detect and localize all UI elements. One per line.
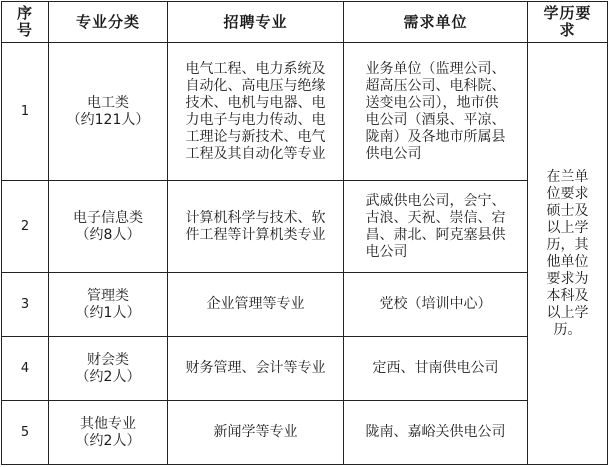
header-major: 招聘专业 bbox=[168, 2, 344, 43]
cell-major: 计算机科学与技术、软 件工程等计算机类专业 bbox=[168, 181, 344, 273]
cell-unit: 党校（培训中心） bbox=[344, 273, 528, 337]
cell-category: 电工类 （约121人） bbox=[49, 43, 168, 181]
cell-category: 管理类 （约1人） bbox=[49, 273, 168, 337]
table-row bbox=[2, 181, 608, 273]
cell-education-note: 在兰单 位要求 硕士及 以上学 历，其 他单位 要求为 本科及 以上学 历。 bbox=[528, 43, 608, 465]
header-category: 专业分类 bbox=[49, 2, 168, 43]
cell-category: 电子信息类 （约8人） bbox=[49, 181, 168, 273]
table-row bbox=[2, 337, 608, 401]
cell-seq: 4 bbox=[2, 337, 49, 401]
cell-seq: 3 bbox=[2, 273, 49, 337]
cell-major: 电气工程、电力系统及 自动化、高电压与绝缘 技术、电机与电器、电 力电子与电力传动、电 工理论与新技术、电气 工程及其自动化等专业 bbox=[168, 43, 344, 181]
table-row bbox=[2, 43, 608, 181]
cell-unit: 业务单位（监理公司、 超高压公司、电科院、 送变电公司），地市供 电公司（酒泉、平凉、 陇南）及各地市所属县 供电公司 bbox=[344, 43, 528, 181]
header-row bbox=[2, 2, 608, 43]
cell-seq: 2 bbox=[2, 181, 49, 273]
cell-category: 其他专业 （约2人） bbox=[49, 401, 168, 465]
cell-major: 企业管理等专业 bbox=[168, 273, 344, 337]
cell-seq: 5 bbox=[2, 401, 49, 465]
cell-seq: 1 bbox=[2, 43, 49, 181]
header-education: 学历要 求 bbox=[528, 2, 608, 43]
cell-unit: 武威供电公司，会宁、 古浪、天祝、崇信、宕 昌、肃北、阿克塞县供 电公司 bbox=[344, 181, 528, 273]
header-unit: 需求单位 bbox=[344, 2, 528, 43]
cell-major: 财务管理、会计等专业 bbox=[168, 337, 344, 401]
cell-category: 财会类 （约2人） bbox=[49, 337, 168, 401]
recruitment-table bbox=[1, 1, 608, 465]
cell-unit: 陇南、嘉峪关供电公司 bbox=[344, 401, 528, 465]
cell-unit: 定西、甘南供电公司 bbox=[344, 337, 528, 401]
table-row bbox=[2, 273, 608, 337]
cell-major: 新闻学等专业 bbox=[168, 401, 344, 465]
header-seq: 序 号 bbox=[2, 2, 49, 43]
table-row bbox=[2, 401, 608, 465]
